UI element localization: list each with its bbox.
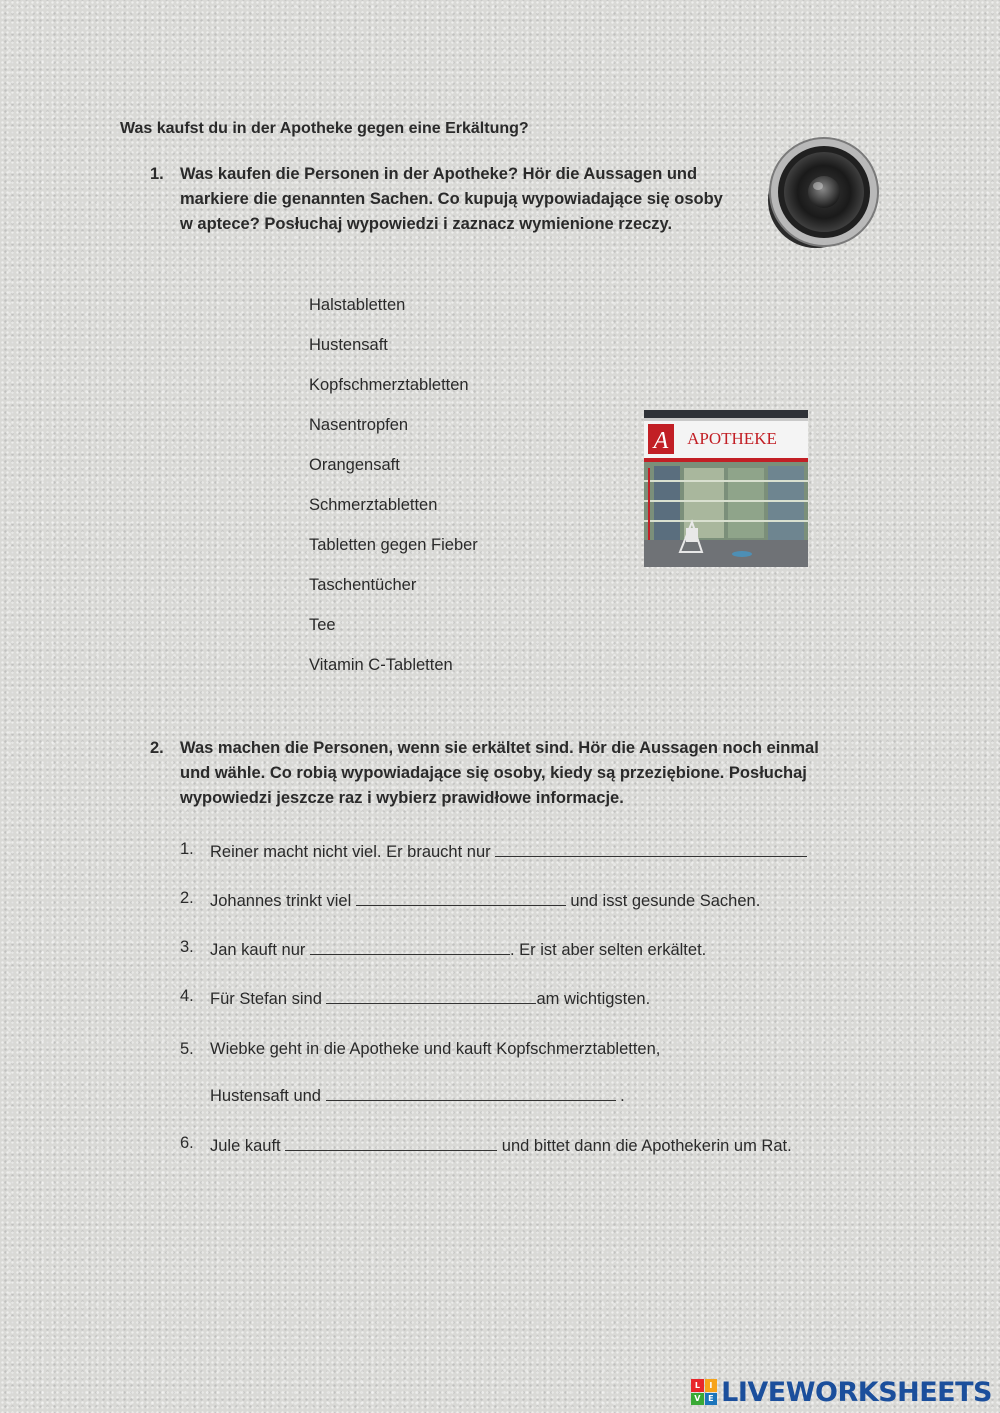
list-item[interactable]: Tee [309,616,336,634]
worksheet-title: Was kaufst du in der Apotheke gegen eine Erkältung? [120,120,529,137]
answer-blank-5[interactable] [326,1084,616,1101]
answer-blank-4[interactable] [326,987,536,1004]
list-item[interactable]: Vitamin C-Tabletten [309,656,453,674]
task-2-text: Was machen die Personen, wenn sie erkältet sind. Hör die Aussagen noch einmal und wähle. Co robią wypowiadające się osoby, kiedy są przeziębione. Posłuchaj wypowiedzi jeszcze raz i wybierz prawidłowe informacje. [180,739,819,807]
answer-blank-1[interactable] [495,840,807,857]
list-item[interactable]: Schmerztabletten [309,496,438,514]
answer-blank-3[interactable] [310,938,510,955]
pharmacy-sign: APOTHEKE [687,429,777,448]
svg-text:A: A [653,428,669,454]
list-item[interactable]: Orangensaft [309,456,400,474]
task-2-number: 2. [150,739,164,757]
liveworksheets-logo-icon: L I V E [691,1379,717,1405]
item-list [309,292,478,692]
list-item[interactable]: Tabletten gegen Fieber [309,536,478,554]
pharmacy-photo [644,410,808,567]
list-item[interactable]: Halstabletten [309,296,406,314]
task-1-instruction [150,162,740,264]
list-item[interactable]: Nasentropfen [309,416,409,434]
list-item[interactable]: Taschentücher [309,576,417,594]
list-item[interactable]: Hustensaft [309,336,388,354]
task-2-instruction [150,736,850,816]
task-1-number: 1. [150,165,164,183]
task-1-text: Was kaufen die Personen in der Apotheke? Hör die Aussagen und markiere die genannten Sachen. Co kupują wypowiadające się osoby w aptece? Posłuchaj wypowiedzi i zaznacz wymienione rzeczy. [180,165,723,233]
list-item[interactable]: Kopfschmerztabletten [309,376,469,394]
answer-blank-2[interactable] [356,889,566,906]
liveworksheets-watermark[interactable] [691,1375,992,1409]
answer-blank-6[interactable] [285,1134,497,1151]
speaker-icon[interactable] [760,134,884,258]
liveworksheets-text: LIVEWORKSHEETS [721,1376,992,1408]
